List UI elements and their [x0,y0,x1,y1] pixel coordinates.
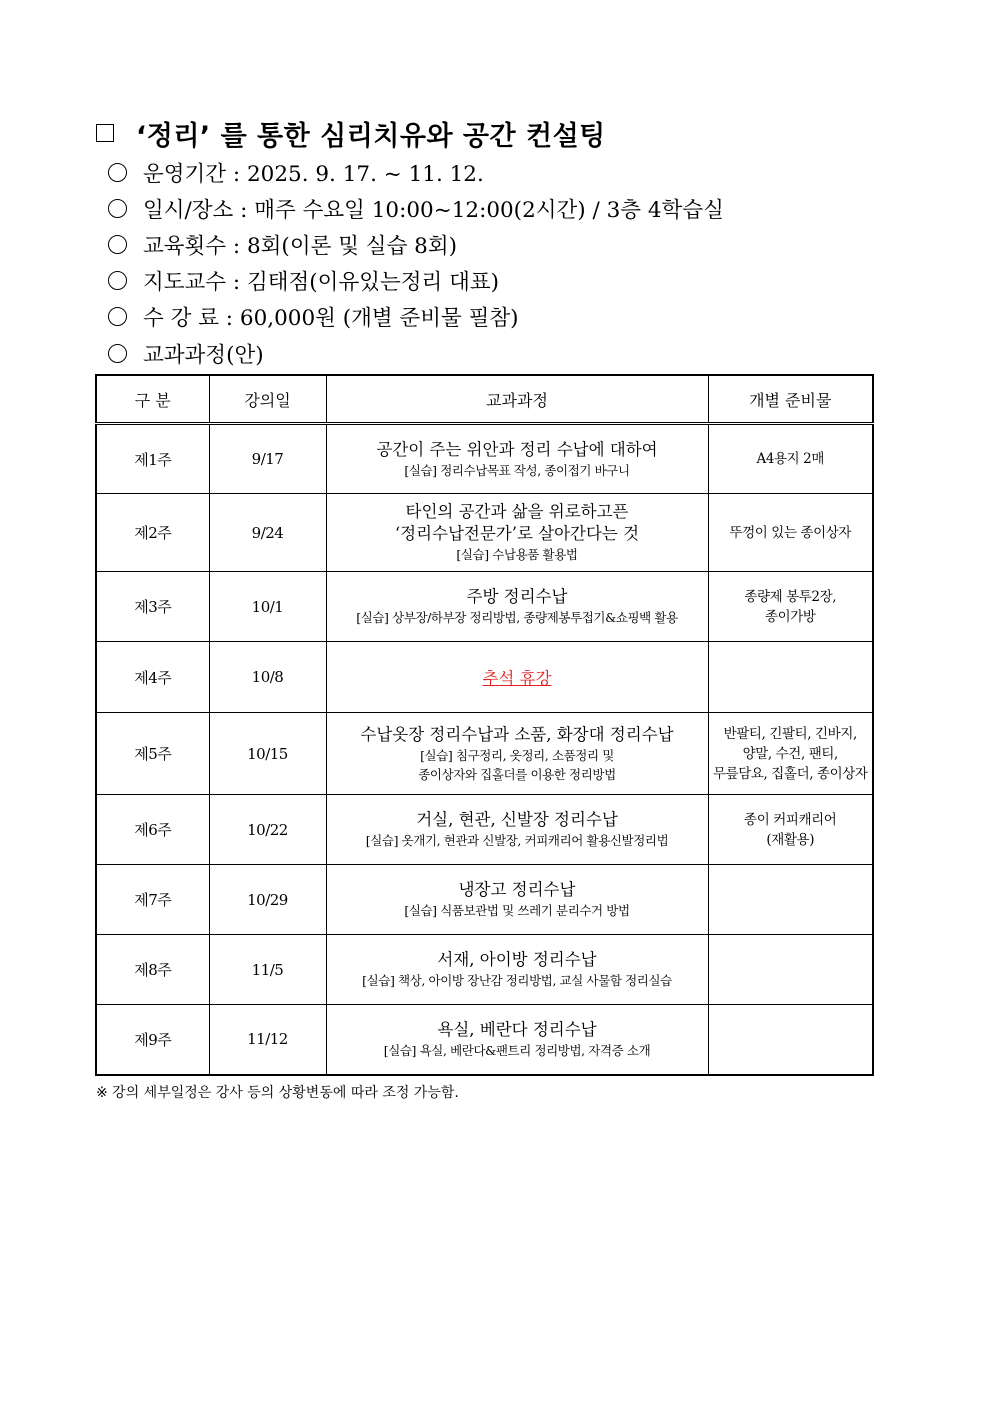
lesson-practice: [실습] 상부장/하부장 정리방법, 종량제봉투접기&쇼핑백 활용 [356,610,678,625]
curriculum-cell [326,795,708,865]
info-item: 교육횟수 : 8회(이론 및 실습 8회) [108,226,724,262]
week-cell: 제4주 [96,642,209,713]
table-row [96,424,873,494]
curriculum-cell [326,1005,708,1075]
footnote: ※ 강의 세부일정은 강사 등의 상황변동에 따라 조정 가능함. [96,1085,459,1101]
curriculum-cell [326,935,708,1005]
week-cell: 제9주 [96,1005,209,1075]
week-cell: 제2주 [96,494,209,572]
page-title: ‘정리’ 를 통한 심리치유와 공간 컨설팅 [136,120,606,152]
lesson-title: 냉장고 정리수납 [458,880,576,899]
date-cell: 10/8 [209,642,326,713]
preparation-item: (재활용) [766,831,815,848]
date-cell: 10/29 [209,865,326,935]
preparation-item: 양말, 수건, 팬티, [742,745,838,762]
header-curriculum: 교과과정 [326,375,708,424]
preparation-cell [708,424,873,494]
lesson-title: 수납옷장 정리수납과 소품, 화장대 정리수납 [360,724,674,744]
info-item: 지도교수 : 김태점(이유있는정리 대표) [108,263,724,299]
preparation-cell [708,1005,873,1075]
curriculum-cell [326,572,708,642]
preparation-item: 종량제 봉투2장, [744,588,837,605]
date-cell: 11/12 [209,1005,326,1075]
lesson-title: ‘정리수납전문가’로 살아간다는 것 [394,524,640,543]
preparation-cell [708,572,873,642]
week-cell: 제6주 [96,795,209,865]
preparation-item: 종이가방 [764,608,816,625]
lesson-title: 공간이 주는 위안과 정리 수납에 대하여 [376,439,658,459]
header-date: 강의일 [209,375,326,424]
info-item: 일시/장소 : 매주 수요일 10:00~12:00(2시간) / 3층 4학습실 [108,190,724,226]
circle-bullet-icon [108,199,127,218]
page-title-row [96,113,606,153]
week-cell: 제7주 [96,865,209,935]
circle-bullet-icon [108,307,127,326]
curriculum-table [95,374,874,1076]
preparation-item: 반팔티, 긴팔티, 긴바지, [723,725,857,742]
preparation-cell [708,935,873,1005]
lesson-title: 거실, 현관, 신발장 정리수납 [416,810,618,829]
curriculum-cell [326,713,708,795]
header-week: 구 분 [96,375,209,424]
lesson-practice: [실습] 욕실, 베란다&팬트리 정리방법, 자격증 소개 [383,1042,651,1058]
curriculum-cell [326,494,708,572]
circle-bullet-icon [108,344,127,363]
lesson-practice: [실습] 옷개기, 현관과 신발장, 커피캐리어 활용신발정리법 [365,833,669,848]
preparation-item: 무릎담요, 집홀더, 종이상자 [712,765,868,782]
lesson-practice: [실습] 정리수납목표 작성, 종이접기 바구니 [404,462,630,478]
curriculum-cell [326,642,708,713]
circle-bullet-icon [108,163,127,182]
lesson-practice: [실습] 식품보관법 및 쓰레기 분리수거 방법 [404,903,630,918]
lesson-title: 서재, 아이방 정리수납 [437,950,597,969]
preparation-cell [708,795,873,865]
table-row [96,572,873,642]
date-cell: 10/15 [209,713,326,795]
table-row [96,642,873,713]
table-row [96,494,873,572]
lesson-practice: 종이상자와 집홀더를 이용한 정리방법 [418,766,616,782]
circle-bullet-icon [108,271,127,290]
preparation-cell [708,713,873,795]
curriculum-cell [326,865,708,935]
circle-bullet-icon [108,235,127,254]
week-cell: 제1주 [96,424,209,494]
lesson-title: 욕실, 베란다 정리수납 [437,1019,597,1039]
lesson-practice: [실습] 수납용품 활용법 [456,547,578,562]
holiday-label: 추석 휴강 [482,669,552,688]
info-item: 교과과정(안) [108,335,724,371]
week-cell: 제8주 [96,935,209,1005]
lesson-title: 주방 정리수납 [466,587,568,606]
header-preparation: 개별 준비물 [708,375,873,424]
table-body [96,424,873,1075]
table-row [96,935,873,1005]
table-row [96,713,873,795]
lesson-practice: [실습] 책상, 아이방 장난감 정리방법, 교실 사물함 정리실습 [362,973,672,988]
square-bullet-icon [96,124,114,142]
preparation-cell [708,494,873,572]
preparation-item: A4용지 2매 [756,451,825,467]
table-row [96,1005,873,1075]
table-row [96,795,873,865]
week-cell: 제5주 [96,713,209,795]
info-list [108,154,724,371]
date-cell: 9/17 [209,424,326,494]
date-cell: 9/24 [209,494,326,572]
table-header-row [96,375,873,424]
date-cell: 10/1 [209,572,326,642]
preparation-cell [708,865,873,935]
lesson-practice: [실습] 침구정리, 옷정리, 소품정리 및 [420,747,614,763]
table-row [96,865,873,935]
date-cell: 11/5 [209,935,326,1005]
lesson-title: 타인의 공간과 삶을 위로하고픈 [405,502,629,521]
curriculum-cell [326,424,708,494]
preparation-item: 종이 커피캐리어 [744,811,837,828]
preparation-cell [708,642,873,713]
date-cell: 10/22 [209,795,326,865]
preparation-item: 뚜껑이 있는 종이상자 [729,524,852,541]
week-cell: 제3주 [96,572,209,642]
info-item: 수 강 료 : 60,000원 (개별 준비물 필참) [108,299,724,335]
info-item: 운영기간 : 2025. 9. 17. ~ 11. 12. [108,154,724,190]
